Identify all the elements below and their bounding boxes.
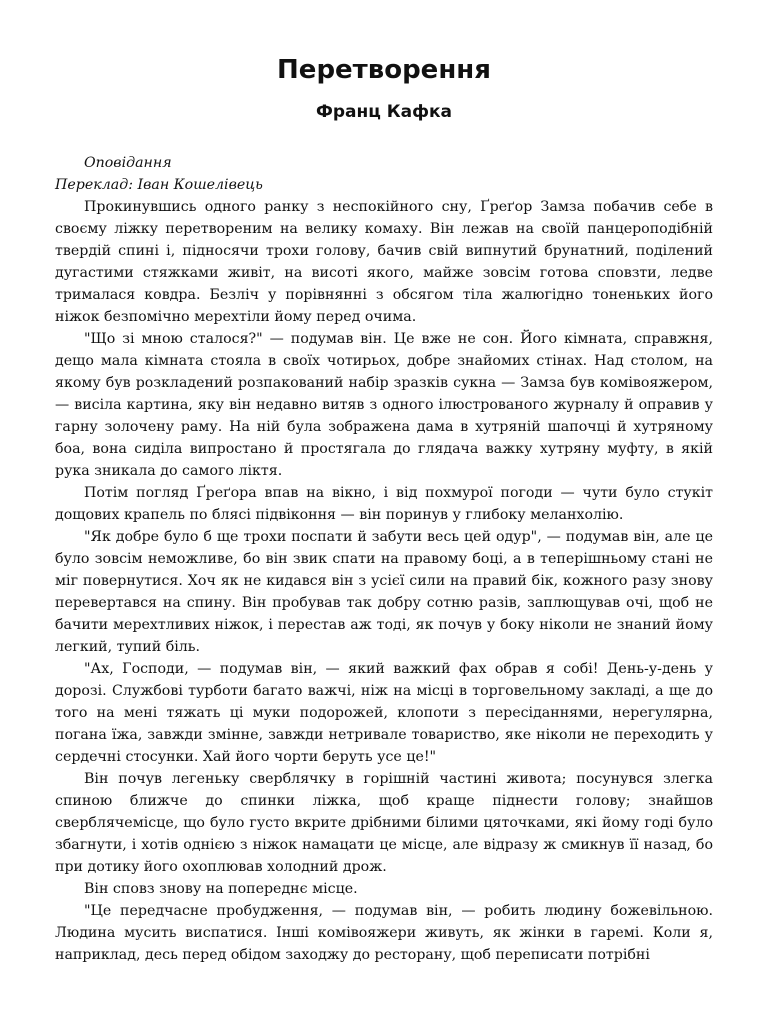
paragraph: Він сповз знову на попереднє місце. (84, 881, 358, 897)
paragraph: Він почув легеньку сверблячку в горішній частині живота; посунувся злегка спиною ближче до спинки ліжка, щоб краще піднести голову; знайшов сверблячемісце, що було густо вкрите дрібними білими цяточками, які йому годі було збагнути, і хотів однією з ніжок намацати це місце, але відразу ж смикнув її назад, бо при дотику його охоплював холодний дрож. (55, 771, 713, 875)
document-title: Перетворення (277, 55, 491, 85)
paragraph: "Як добре було б ще трохи поспати й забути весь цей одур", — подумав він, але це було зовсім неможливе, бо він звик спати на правому боці, а в теперішньому стані не міг повернутися. Хоч як не кидався він з усієї сили на правий бік, кожного разу знову перевертався на спину. Він пробував так добру сотню разів, заплющував очі, щоб не бачити мерехтливих ніжок, і перестав аж тоді, як почув у боку ніколи не знаний йому легкий, тупий біль. (55, 529, 713, 655)
document-body (55, 152, 713, 966)
paragraph: Прокинувшись одного ранку з неспокійного сну, Ґреґор Замза побачив себе в своєму ліжку перетвореним на велику комаху. Він лежав на своїй панцероподібній твердій спині і, підносячи трохи голову, бачив свій випнутий брунатний, поділений дугастими стяжками живіт, на висоті якого, майже зовсім готова сповзти, ледве трималася ковдра. Безліч у порівнянні з обсягом тіла жалюгідно тоненьких його ніжок безпомічно мерехтіли йому перед очима. (55, 199, 713, 325)
paragraph: "Ах, Господи, — подумав він, — який важкий фах обрав я собі! День-у-день у дорозі. Службові турботи багато важчі, ніж на місці в торговельному закладі, а ще до того на мені тяжать ці муки подорожей, клопоти з пересіданнями, нерегулярна, погана їжа, завжди змінне, завжди нетривале товариство, яке ніколи не переходить у сердечні стосунки. Хай його чорти беруть усе це!" (55, 661, 713, 765)
genre-label: Оповідання (84, 155, 172, 171)
paragraph: "Що зі мною сталося?" — подумав він. Це вже не сон. Його кімната, справжня, дещо мала кімната стояла в своїх чотирьох, добре знайомих стінах. Над столом, на якому був розкладений розпакований набір зразків сукна — Замза був комівояжером, — висіла картина, яку він недавно витяв з одного ілюстрованого журналу й оправив у гарну золочену раму. На ній була зображена дама в хутряній шапочці й хутряному боа, вона сиділа випростано й простягала до глядача важку хутряну муфту, в якій рука зникала до самого ліктя. (55, 331, 713, 479)
translator-credit: Переклад: Іван Кошелівець (55, 177, 263, 193)
paragraph: Потім погляд Ґреґора впав на вікно, і від похмурої погоди — чути було стукіт дощових крапель по блясі підвіконня — він поринув у глибоку меланхолію. (55, 485, 713, 523)
document-author: Франц Кафка (315, 102, 452, 122)
paragraph: "Це передчасне пробудження, — подумав він, — робить людину божевільною. Людина мусить виспатися. Інші комівояжери живуть, як жінки в гаремі. Коли я, наприклад, десь перед обідом заходжу до ресторану, щоб переписати потрібні (55, 903, 713, 963)
